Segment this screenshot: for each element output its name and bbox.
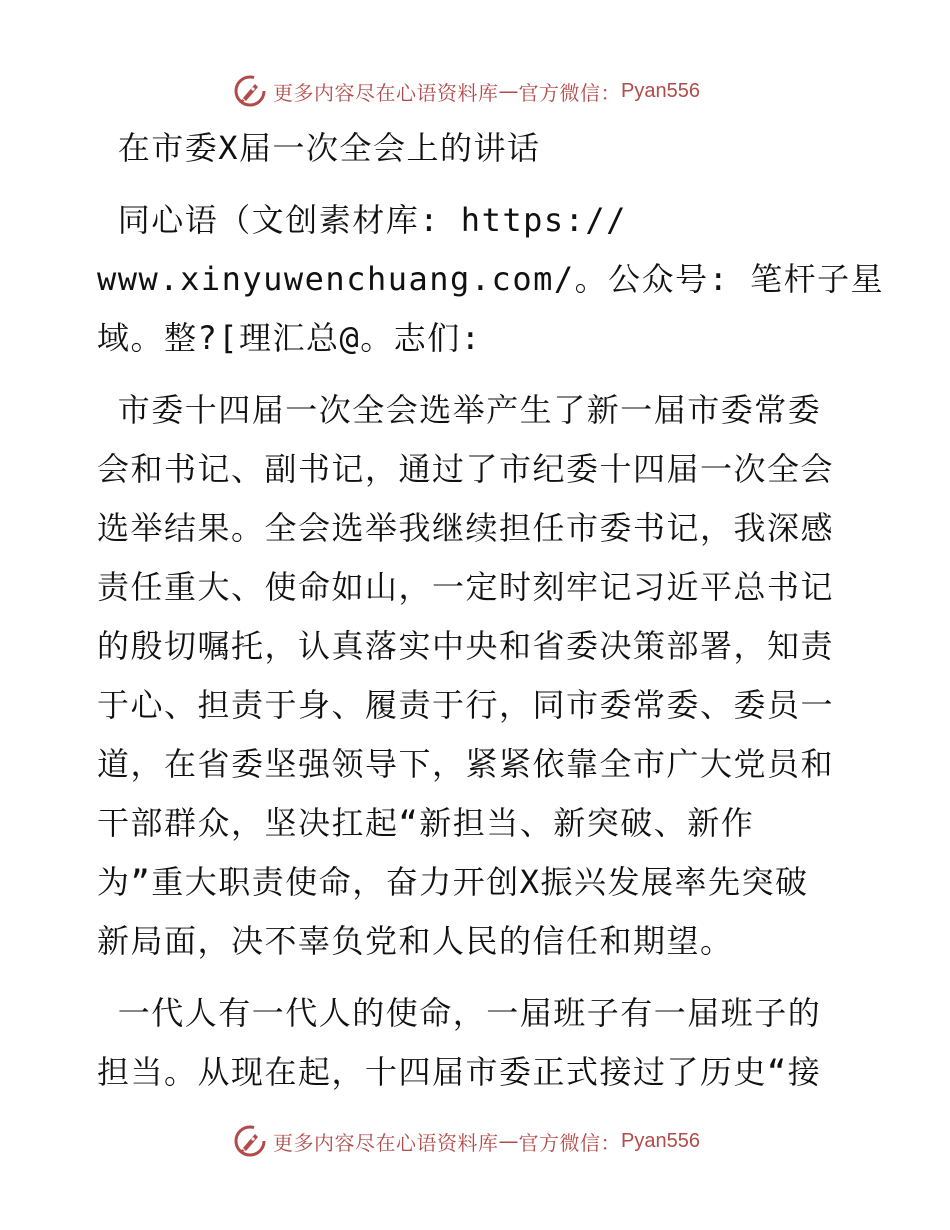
watermark-text: 更多内容尽在心语资料库 xyxy=(273,80,499,105)
text-line: 责任重大、使命如山，一定时刻牢记习近平总书记 xyxy=(97,568,835,606)
pen-nib-logo-icon xyxy=(233,1124,267,1158)
text-line: 的殷切嘱托，认真落实中央和省委决策部署，知责 xyxy=(97,627,835,665)
text-line: 干部群众，坚决扛起“新担当、新突破、新作 xyxy=(97,804,755,842)
text-line: 一代人有一代人的使命，一届班子有一届班子的 xyxy=(97,994,822,1032)
document-title: 在市委X届一次全会上的讲话 xyxy=(97,129,541,167)
text-line: 域。整?[理汇总@。志们: xyxy=(97,319,482,357)
watermark-text: 更多内容尽在心语资料库 xyxy=(273,1130,499,1155)
text-line: 为”重大职责使命，奋力开创X振兴发展率先突破 xyxy=(97,863,809,901)
text-line: 会和书记、副书记，通过了市纪委十四届一次全会 xyxy=(97,450,835,488)
watermark-separator: — xyxy=(498,1129,519,1153)
watermark-wechat-id: Pyan556 xyxy=(621,1129,700,1152)
text-line: 担当。从现在起，十四届市委正式接过了历史“接 xyxy=(97,1053,822,1091)
text-line: 选举结果。全会选举我继续担任市委书记，我深感 xyxy=(97,509,835,547)
watermark-separator: — xyxy=(498,79,519,103)
text-line: www.xinyuwenchuang.com/。公众号: 笔杆子星 xyxy=(97,260,885,298)
watermark-wechat-label: 官方微信： xyxy=(518,1130,621,1155)
text-line: 市委十四届一次全会选举产生了新一届市委常委 xyxy=(97,391,822,429)
watermark-banner-top xyxy=(233,72,700,110)
text-line: 道，在省委坚强领导下，紧紧依靠全市广大党员和 xyxy=(97,745,835,783)
text-line: 同心语（文创素材库: https:// xyxy=(97,201,627,239)
watermark-wechat-label: 官方微信： xyxy=(518,80,621,105)
text-line: 新局面，决不辜负党和人民的信任和期望。 xyxy=(97,922,734,960)
watermark-banner-bottom xyxy=(233,1122,700,1160)
pen-nib-logo-icon xyxy=(233,74,267,108)
text-line: 于心、担责于身、履责于行，同市委常委、委员一 xyxy=(97,686,835,724)
watermark-wechat-id: Pyan556 xyxy=(621,79,700,102)
